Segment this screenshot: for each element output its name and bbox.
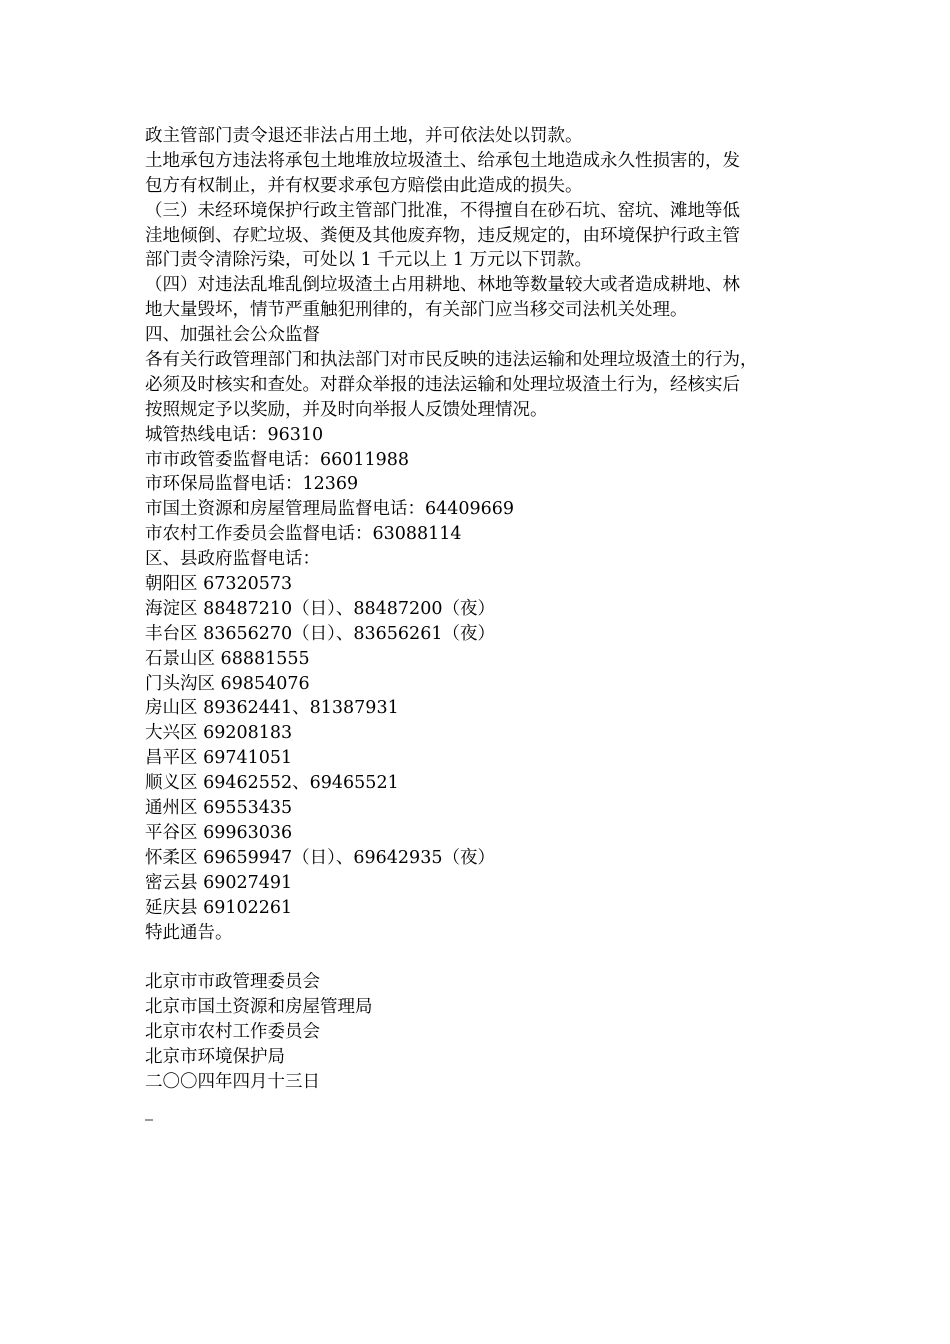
body-line: （三）未经环境保护行政主管部门批准，不得擅自在砂石坑、窑坑、滩地等低 — [145, 200, 740, 221]
body-line: （四）对违法乱堆乱倒垃圾渣土占用耕地、林地等数量较大或者造成耕地、林 — [145, 275, 740, 296]
hotline-line: 市农村工作委员会监督电话：63088114 — [145, 524, 462, 545]
district-phone-line: 丰台区 83656270（日）、83656261（夜） — [145, 623, 495, 644]
document-page — [145, 124, 825, 1095]
district-phone-line: 怀柔区 69659947（日）、69642935（夜） — [145, 847, 495, 868]
hotline-line: 城管热线电话：96310 — [145, 424, 324, 445]
district-phone-line: 门头沟区 69854076 — [145, 673, 310, 694]
body-line: 必须及时核实和查处。对群众举报的违法运输和处理垃圾渣土行为，经核实后 — [145, 374, 740, 395]
body-line: 政主管部门责令退还非法占用土地，并可依法处以罚款。 — [145, 126, 583, 146]
document-date: 二〇〇四年四月十三日 — [145, 1071, 320, 1092]
district-heading: 区、县政府监督电话： — [145, 549, 320, 570]
body-line: 土地承包方违法将承包土地堆放垃圾渣土、给承包土地造成永久性损害的，发 — [145, 150, 740, 171]
district-phone-line: 密云县 69027491 — [145, 872, 293, 893]
body-line: 部门责令清除污染，可处以 1 千元以上 1 万元以下罚款。 — [145, 250, 593, 271]
document-body — [145, 124, 825, 945]
body-line: 地大量毁坏，情节严重触犯刑律的，有关部门应当移交司法机关处理。 — [145, 300, 688, 321]
body-line: 各有关行政管理部门和执法部门对市民反映的违法运输和处理垃圾渣土的行为， — [145, 350, 758, 371]
district-phone-line: 通州区 69553435 — [145, 798, 293, 819]
district-phone-line: 延庆县 69102261 — [145, 897, 293, 918]
district-phone-line: 海淀区 88487210（日）、88487200（夜） — [145, 598, 495, 619]
spacer — [145, 945, 825, 970]
footer-mark — [145, 1119, 153, 1121]
signature-block — [145, 970, 825, 1094]
hotline-line: 市国土资源和房屋管理局监督电话：64409669 — [145, 499, 515, 520]
district-phone-line: 石景山区 68881555 — [145, 648, 310, 669]
signatory: 北京市市政管理委员会 — [145, 972, 320, 993]
hotline-line: 市环保局监督电话：12369 — [145, 474, 359, 495]
signatory: 北京市环境保护局 — [145, 1046, 285, 1067]
district-phone-line: 昌平区 69741051 — [145, 748, 293, 769]
body-line: 洼地倾倒、存贮垃圾、粪便及其他废弃物，违反规定的，由环境保护行政主管 — [145, 225, 740, 246]
section-heading: 四、加强社会公众监督 — [145, 325, 320, 346]
district-phone-line: 顺义区 69462552、69465521 — [145, 773, 399, 794]
district-phone-line: 朝阳区 67320573 — [145, 574, 293, 595]
closing-line: 特此通告。 — [145, 922, 233, 943]
body-line: 包方有权制止，并有权要求承包方赔偿由此造成的损失。 — [145, 175, 583, 196]
district-phone-line: 大兴区 69208183 — [145, 723, 293, 744]
hotline-line: 市市政管委监督电话：66011988 — [145, 449, 410, 470]
signatory: 北京市国土资源和房屋管理局 — [145, 997, 373, 1018]
body-line: 按照规定予以奖励，并及时向举报人反馈处理情况。 — [145, 399, 548, 420]
district-phone-line: 房山区 89362441、81387931 — [145, 698, 399, 719]
signatory: 北京市农村工作委员会 — [145, 1022, 320, 1043]
district-phone-line: 平谷区 69963036 — [145, 822, 293, 843]
